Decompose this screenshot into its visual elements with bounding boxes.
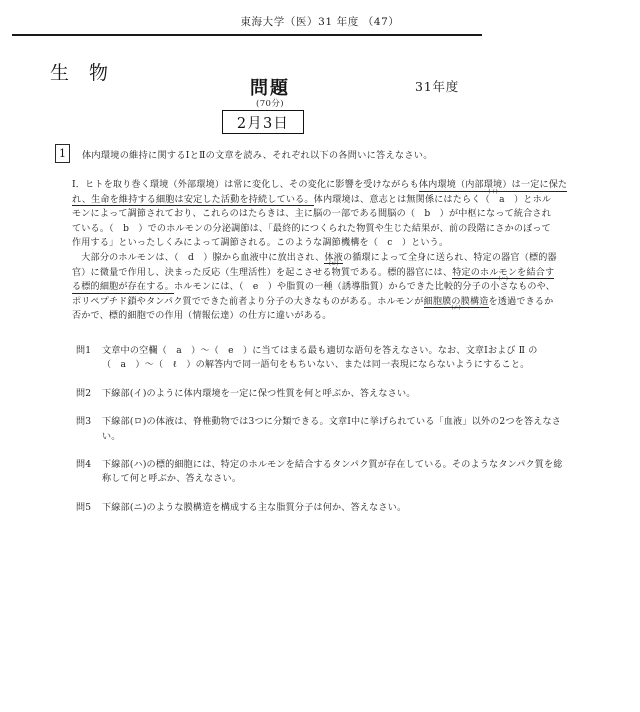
sub-question-first-line bbox=[76, 415, 576, 429]
passage-text: 官）に微量で作用し、決まった反応（生理活性）を起こさせる物質である。標的器官には、 bbox=[72, 267, 453, 278]
passage-line bbox=[72, 222, 572, 237]
underline-marker: (ハ) bbox=[498, 276, 508, 283]
passage-text: 体内環境は、意志とは無関係にはたらく（ a ）とホル bbox=[313, 194, 552, 205]
sub-question-text: 下線部(ハ)の標的細胞には、特定のホルモンを結合するタンパク質が存在している。そのようなタンパク質を総 bbox=[102, 460, 563, 471]
question-number-box: 1 bbox=[55, 144, 70, 163]
underlined-phrase: 体内環境（内部環境）は一定に保た (イ) bbox=[418, 180, 568, 195]
underlined-phrase: る標的細胞が存在する。 bbox=[72, 282, 175, 293]
passage-text: を透過できるか bbox=[488, 296, 554, 307]
passage-text: ホルモンには、（ e ）や脂質の一種（誘導脂質）からできた比較的分子の小さなものや、 bbox=[174, 282, 555, 293]
passage-line bbox=[72, 251, 572, 266]
passage-line bbox=[72, 193, 572, 208]
underline-marker: (イ) bbox=[488, 188, 498, 195]
passage-text: 否かで、標的細胞での作用（情報伝達）の仕方に違いがある。 bbox=[72, 311, 332, 322]
exam-duration: (70分) bbox=[256, 99, 284, 109]
passage-line bbox=[72, 280, 572, 295]
passage-body bbox=[72, 178, 572, 324]
passage-line bbox=[72, 266, 572, 281]
underline-marker: (ロ) bbox=[329, 261, 339, 268]
passage-line bbox=[72, 309, 572, 324]
page-title: 問題 bbox=[250, 78, 290, 99]
sub-question-list bbox=[76, 344, 576, 529]
sub-question-label: 問2 bbox=[76, 388, 92, 399]
passage-text: モンによって調節されており、これらのはたらきは、主に脳の一部である間脳の（ b ）が中枢になって統合され bbox=[72, 209, 551, 220]
underlined-phrase: 特定のホルモンを結合す (ハ) bbox=[452, 267, 555, 283]
passage-text: ている。（ b ）でのホルモンの分泌調節は、「最終的につくられた物質や生じた結果が、前の段階にさかのぼって bbox=[72, 223, 551, 234]
passage-text: の循環によって全身に送られ、特定の器官（標的器 bbox=[342, 252, 557, 263]
passage-text: 作用する」といったしくみによって調節される。このような調節機構を（ c ）という。 bbox=[72, 238, 449, 249]
sub-question bbox=[76, 501, 576, 515]
passage-text: 大部分のホルモンは、（ d ）腺から血液中に放出され、 bbox=[72, 252, 325, 263]
exam-date-box: 2月3日 bbox=[222, 110, 304, 134]
sub-question-label: 問4 bbox=[76, 460, 92, 471]
running-head: 東海大学（医）31 年度 （47） bbox=[240, 16, 400, 28]
underlined-phrase: 体液 (ロ) bbox=[324, 252, 343, 268]
exam-year: 31年度 bbox=[415, 79, 460, 94]
sub-question-text: 下線部(ニ)のような膜構造を構成する主な脂質分子は何か、答えなさい。 bbox=[102, 502, 407, 513]
passage-text: ポリペプチド鎖やタンパク質でできた前者より分子の大きなものがある。ホルモンが bbox=[72, 296, 424, 307]
sub-question bbox=[76, 387, 576, 401]
sub-question-text: 文章中の空欄（ a ）～（ e ）に当てはまる最も適切な語句を答えなさい。なお、文章Ⅰおよび Ⅱ の bbox=[102, 346, 538, 356]
sub-question-text: （ a ）～（ ℓ ）の解答内で同一語句をもちいない、または同一表現にならないようにすること。 bbox=[102, 360, 530, 371]
passage-line bbox=[72, 178, 572, 193]
sub-question-text: 称して何と呼ぶか、答えなさい。 bbox=[102, 474, 242, 485]
underline-marker: (ニ) bbox=[451, 305, 461, 312]
sub-question-label: 問1 bbox=[76, 346, 92, 356]
sub-question-text: い。 bbox=[102, 431, 121, 442]
passage-line bbox=[72, 236, 572, 251]
sub-question bbox=[76, 415, 576, 444]
passage-line bbox=[72, 207, 572, 222]
question-lead-text: 体内環境の維持に関するⅠとⅡの文章を読み、それぞれ以下の各問いに答えなさい。 bbox=[82, 150, 433, 161]
underlined-phrase: れ、生命を維持する細胞は安定した活動を持続している。 bbox=[72, 194, 314, 205]
passage-line bbox=[72, 295, 572, 310]
sub-question-text: 下線部(イ)のように体内環境を一定に保つ性質を何と呼ぶか、答えなさい。 bbox=[102, 388, 416, 399]
header-divider bbox=[12, 34, 482, 36]
sub-question-label: 問3 bbox=[76, 417, 92, 428]
sub-question-text: 下線部(ロ)の体液は、脊椎動物では3つに分類できる。文章Ⅰ中に挙げられている「血液」以外の2つを答えなさ bbox=[102, 417, 562, 428]
sub-question-first-line bbox=[76, 344, 576, 358]
underlined-phrase: 細胞膜の膜構造 (ニ) bbox=[423, 296, 489, 312]
sub-question-first-line bbox=[76, 458, 576, 472]
sub-question-label: 問5 bbox=[76, 502, 92, 513]
sub-question-first-line bbox=[76, 501, 576, 515]
subject-title: 生 物 bbox=[50, 62, 116, 84]
sub-question bbox=[76, 344, 576, 373]
passage-text: Ⅰ．ヒトを取り巻く環境（外部環境）は常に変化し、その変化に影響を受けながらも bbox=[72, 180, 419, 190]
sub-question-first-line bbox=[76, 387, 576, 401]
sub-question bbox=[76, 458, 576, 487]
